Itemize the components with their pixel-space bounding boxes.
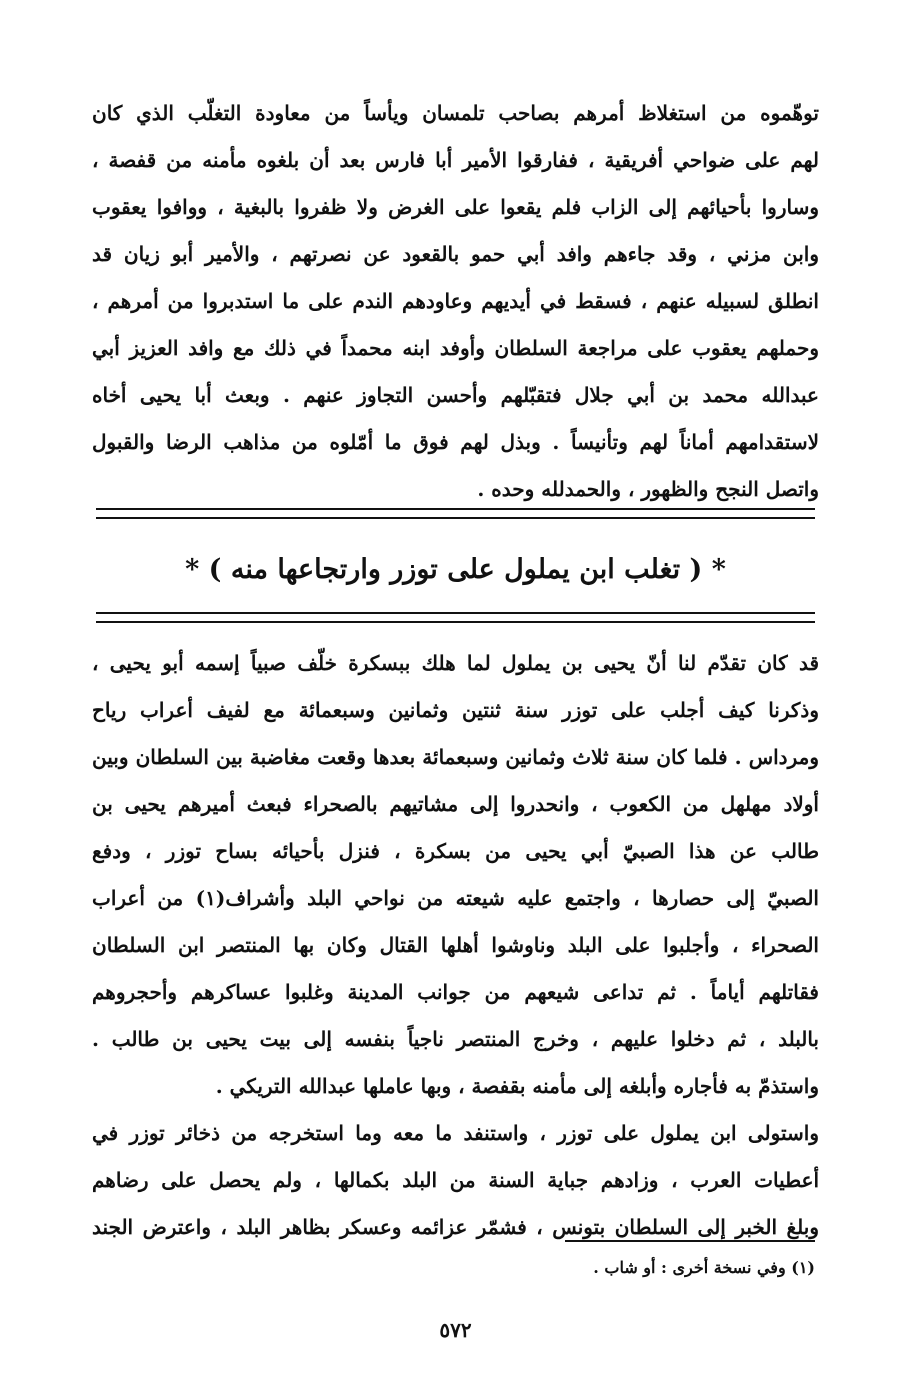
- text-line: وذكرنا كيف أجلب على توزر سنة ثنتين وثمانين وسبعمائة مع لفيف أعراب رياح: [92, 698, 819, 722]
- text-line: وساروا بأحيائهم إلى الزاب فلم يقعوا على الغرض ولا ظفروا بالبغية ، ووافوا يعقوب: [92, 195, 819, 219]
- text-line: فقاتلهم أياماً . ثم تداعى شيعهم من جوانب المدينة وغلبوا عساكرهم وأحجروهم: [92, 980, 819, 1004]
- text-line: وابن مزني ، وقد جاءهم وافد أبي حمو بالقعود عن نصرتهم ، والأمير أبو زيان قد: [92, 242, 819, 266]
- footnote-divider: [565, 1240, 815, 1242]
- text-line: توهّموه من استغلاظ أمرهم بصاحب تلمسان ويأساً من معاودة التغلّب الذي كان: [92, 101, 819, 125]
- text-line: انطلق لسبيله عنهم ، فسقط في أيديهم وعاودهم الندم على ما استدبروا من أمرهم ،: [92, 289, 819, 313]
- text-line: قد كان تقدّم لنا أنّ يحيى بن يملول لما هلك ببسكرة خلّف صبياً إسمه أبو يحيى ،: [92, 651, 819, 675]
- text-line: لاستقدامهم أماناً لهم وتأنيساً . وبذل لهم فوق ما أمّلوه من مذاهب الرضا والقبول: [92, 430, 819, 454]
- text-line: لهم على ضواحي أفريقية ، ففارقوا الأمير أبا فارس بعد أن بلغوه مأمنه من قفصة ،: [92, 148, 819, 172]
- bottom-paragraph: [92, 640, 819, 1251]
- text-line: واستولى ابن يملول على توزر ، واستنفد ما معه وما استخرجه من ذخائر توزر في: [92, 1121, 819, 1145]
- text-line: وبلغ الخبر إلى السلطان بتونس ، فشمّر عزائمه وعسكر بظاهر البلد ، واعترض الجند: [92, 1215, 819, 1239]
- text-line: الصحراء ، وأجلبوا على البلد وناوشوا أهلها القتال وكان بها المنتصر ابن السلطان: [92, 933, 819, 957]
- text-line: أولاد مهلهل من الكعوب ، وانحدروا إلى مشاتيهم بالصحراء فبعث أميرهم يحيى بن: [92, 792, 819, 816]
- top-paragraph: [92, 90, 819, 513]
- text-line: وحملهم يعقوب على مراجعة السلطان وأوفد ابنه محمداً في ذلك مع وافد العزيز أبي: [92, 336, 819, 360]
- text-line: ومرداس . فلما كان سنة ثلاث وثمانين وسبعمائة بعدها وقعت مغاضبة بين السلطان وبين: [92, 745, 819, 769]
- text-line: عبدالله محمد بن أبي جلال فتقبّلهم وأحسن التجاوز عنهم . وبعث أبا يحيى أخاه: [92, 383, 819, 407]
- text-line: واستذمّ به فأجاره وأبلغه إلى مأمنه بقفصة ، وبها عاملها عبدالله التريكي .: [215, 1074, 819, 1098]
- text-line: واتصل النجح والظهور ، والحمدلله وحده .: [477, 477, 819, 501]
- footnote: (١) وفي نسخة أخرى : أو شاب .: [593, 1258, 815, 1277]
- section-heading: * ( تغلب ابن يملول على توزر وارتجاعها منه ) *: [185, 554, 726, 585]
- text-line: طالب عن هذا الصبيّ أبي يحيى من بسكرة ، فنزل بأحيائه بساح توزر ، ودفع: [92, 839, 819, 863]
- text-line: الصبيّ إلى حصارها ، واجتمع عليه شيعته من نواحي البلد وأشراف(١) من أعراب: [92, 886, 819, 910]
- text-line: بالبلد ، ثم دخلوا عليهم ، وخرج المنتصر ناجياً بنفسه إلى بيت يحيى بن طالب .: [92, 1027, 819, 1051]
- section-divider-bottom: [96, 612, 815, 623]
- text-line: أعطيات العرب ، وزادهم جباية السنة من البلد بكمالها ، ولم يحصل على رضاهم: [92, 1168, 819, 1192]
- section-divider-top: [96, 508, 815, 519]
- page-number: ٥٧٢: [439, 1318, 472, 1342]
